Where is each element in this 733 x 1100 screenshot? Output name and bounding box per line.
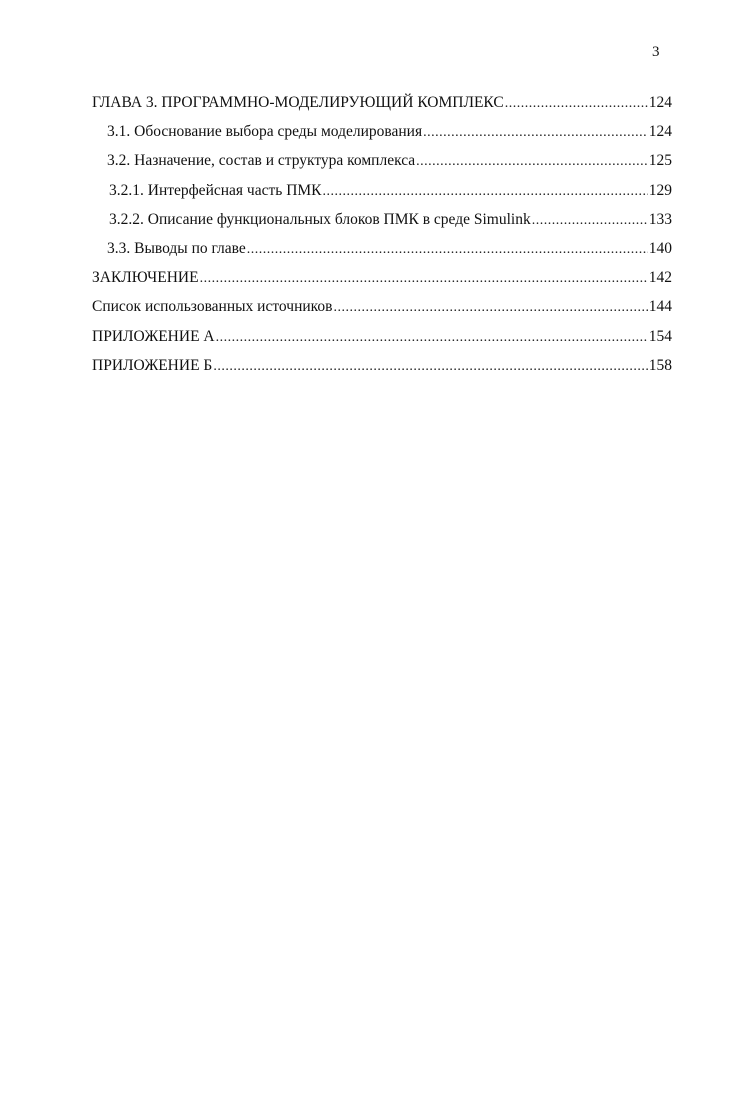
toc-entry-page: 124: [648, 123, 672, 141]
toc-entry-page: 129: [648, 181, 672, 199]
toc-entry-title: Список использованных источников: [92, 298, 333, 316]
toc-entry-page: 124: [648, 94, 672, 111]
toc-leader-dots: [333, 298, 647, 318]
toc-entry-appendix-a[interactable]: [92, 327, 672, 356]
toc-entry-3-1[interactable]: [92, 122, 672, 151]
toc-entry-3-3[interactable]: [92, 239, 672, 268]
toc-entry-page: 142: [648, 269, 672, 287]
table-of-contents: [92, 93, 672, 385]
toc-entry-conclusion[interactable]: [92, 268, 672, 297]
toc-entry-references[interactable]: [92, 297, 672, 326]
toc-entry-page: 133: [648, 210, 672, 228]
toc-entry-title: 3.2. Назначение, состав и структура комплекса: [107, 152, 416, 170]
toc-entry-page: 125: [648, 152, 672, 170]
toc-entry-title: ГЛАВА 3. ПРОГРАММНО-МОДЕЛИРУЮЩИЙ КОМПЛЕКС: [92, 94, 504, 111]
toc-leader-dots: [213, 357, 647, 377]
toc-leader-dots: [247, 240, 648, 260]
toc-entry-chapter-3[interactable]: [92, 93, 672, 122]
toc-entry-page: 140: [648, 239, 672, 257]
toc-leader-dots: [423, 123, 648, 143]
toc-entry-title: ПРИЛОЖЕНИЕ Б: [92, 356, 213, 374]
toc-leader-dots: [200, 269, 648, 289]
toc-entry-page: 144: [648, 298, 672, 316]
toc-leader-dots: [505, 94, 648, 114]
toc-entry-title: 3.2.1. Интерфейсная часть ПМК: [109, 181, 322, 199]
toc-leader-dots: [532, 211, 648, 231]
toc-entry-3-2[interactable]: [92, 151, 672, 180]
toc-entry-3-2-2[interactable]: [92, 210, 672, 239]
toc-entry-title: ПРИЛОЖЕНИЕ А: [92, 327, 215, 345]
toc-entry-appendix-b[interactable]: [92, 356, 672, 385]
toc-leader-dots: [416, 152, 648, 172]
toc-entry-title: ЗАКЛЮЧЕНИЕ: [92, 269, 199, 287]
toc-leader-dots: [323, 182, 648, 202]
toc-entry-page: 154: [648, 327, 672, 345]
toc-entry-title: 3.1. Обоснование выбора среды моделирования: [107, 123, 423, 141]
toc-entry-page: 158: [648, 356, 672, 374]
toc-leader-dots: [216, 328, 648, 348]
toc-entry-3-2-1[interactable]: [92, 181, 672, 210]
page-number: 3: [652, 44, 660, 60]
toc-entry-title: 3.2.2. Описание функциональных блоков ПМК в среде Simulink: [109, 210, 531, 228]
toc-entry-title: 3.3. Выводы по главе: [107, 239, 246, 257]
